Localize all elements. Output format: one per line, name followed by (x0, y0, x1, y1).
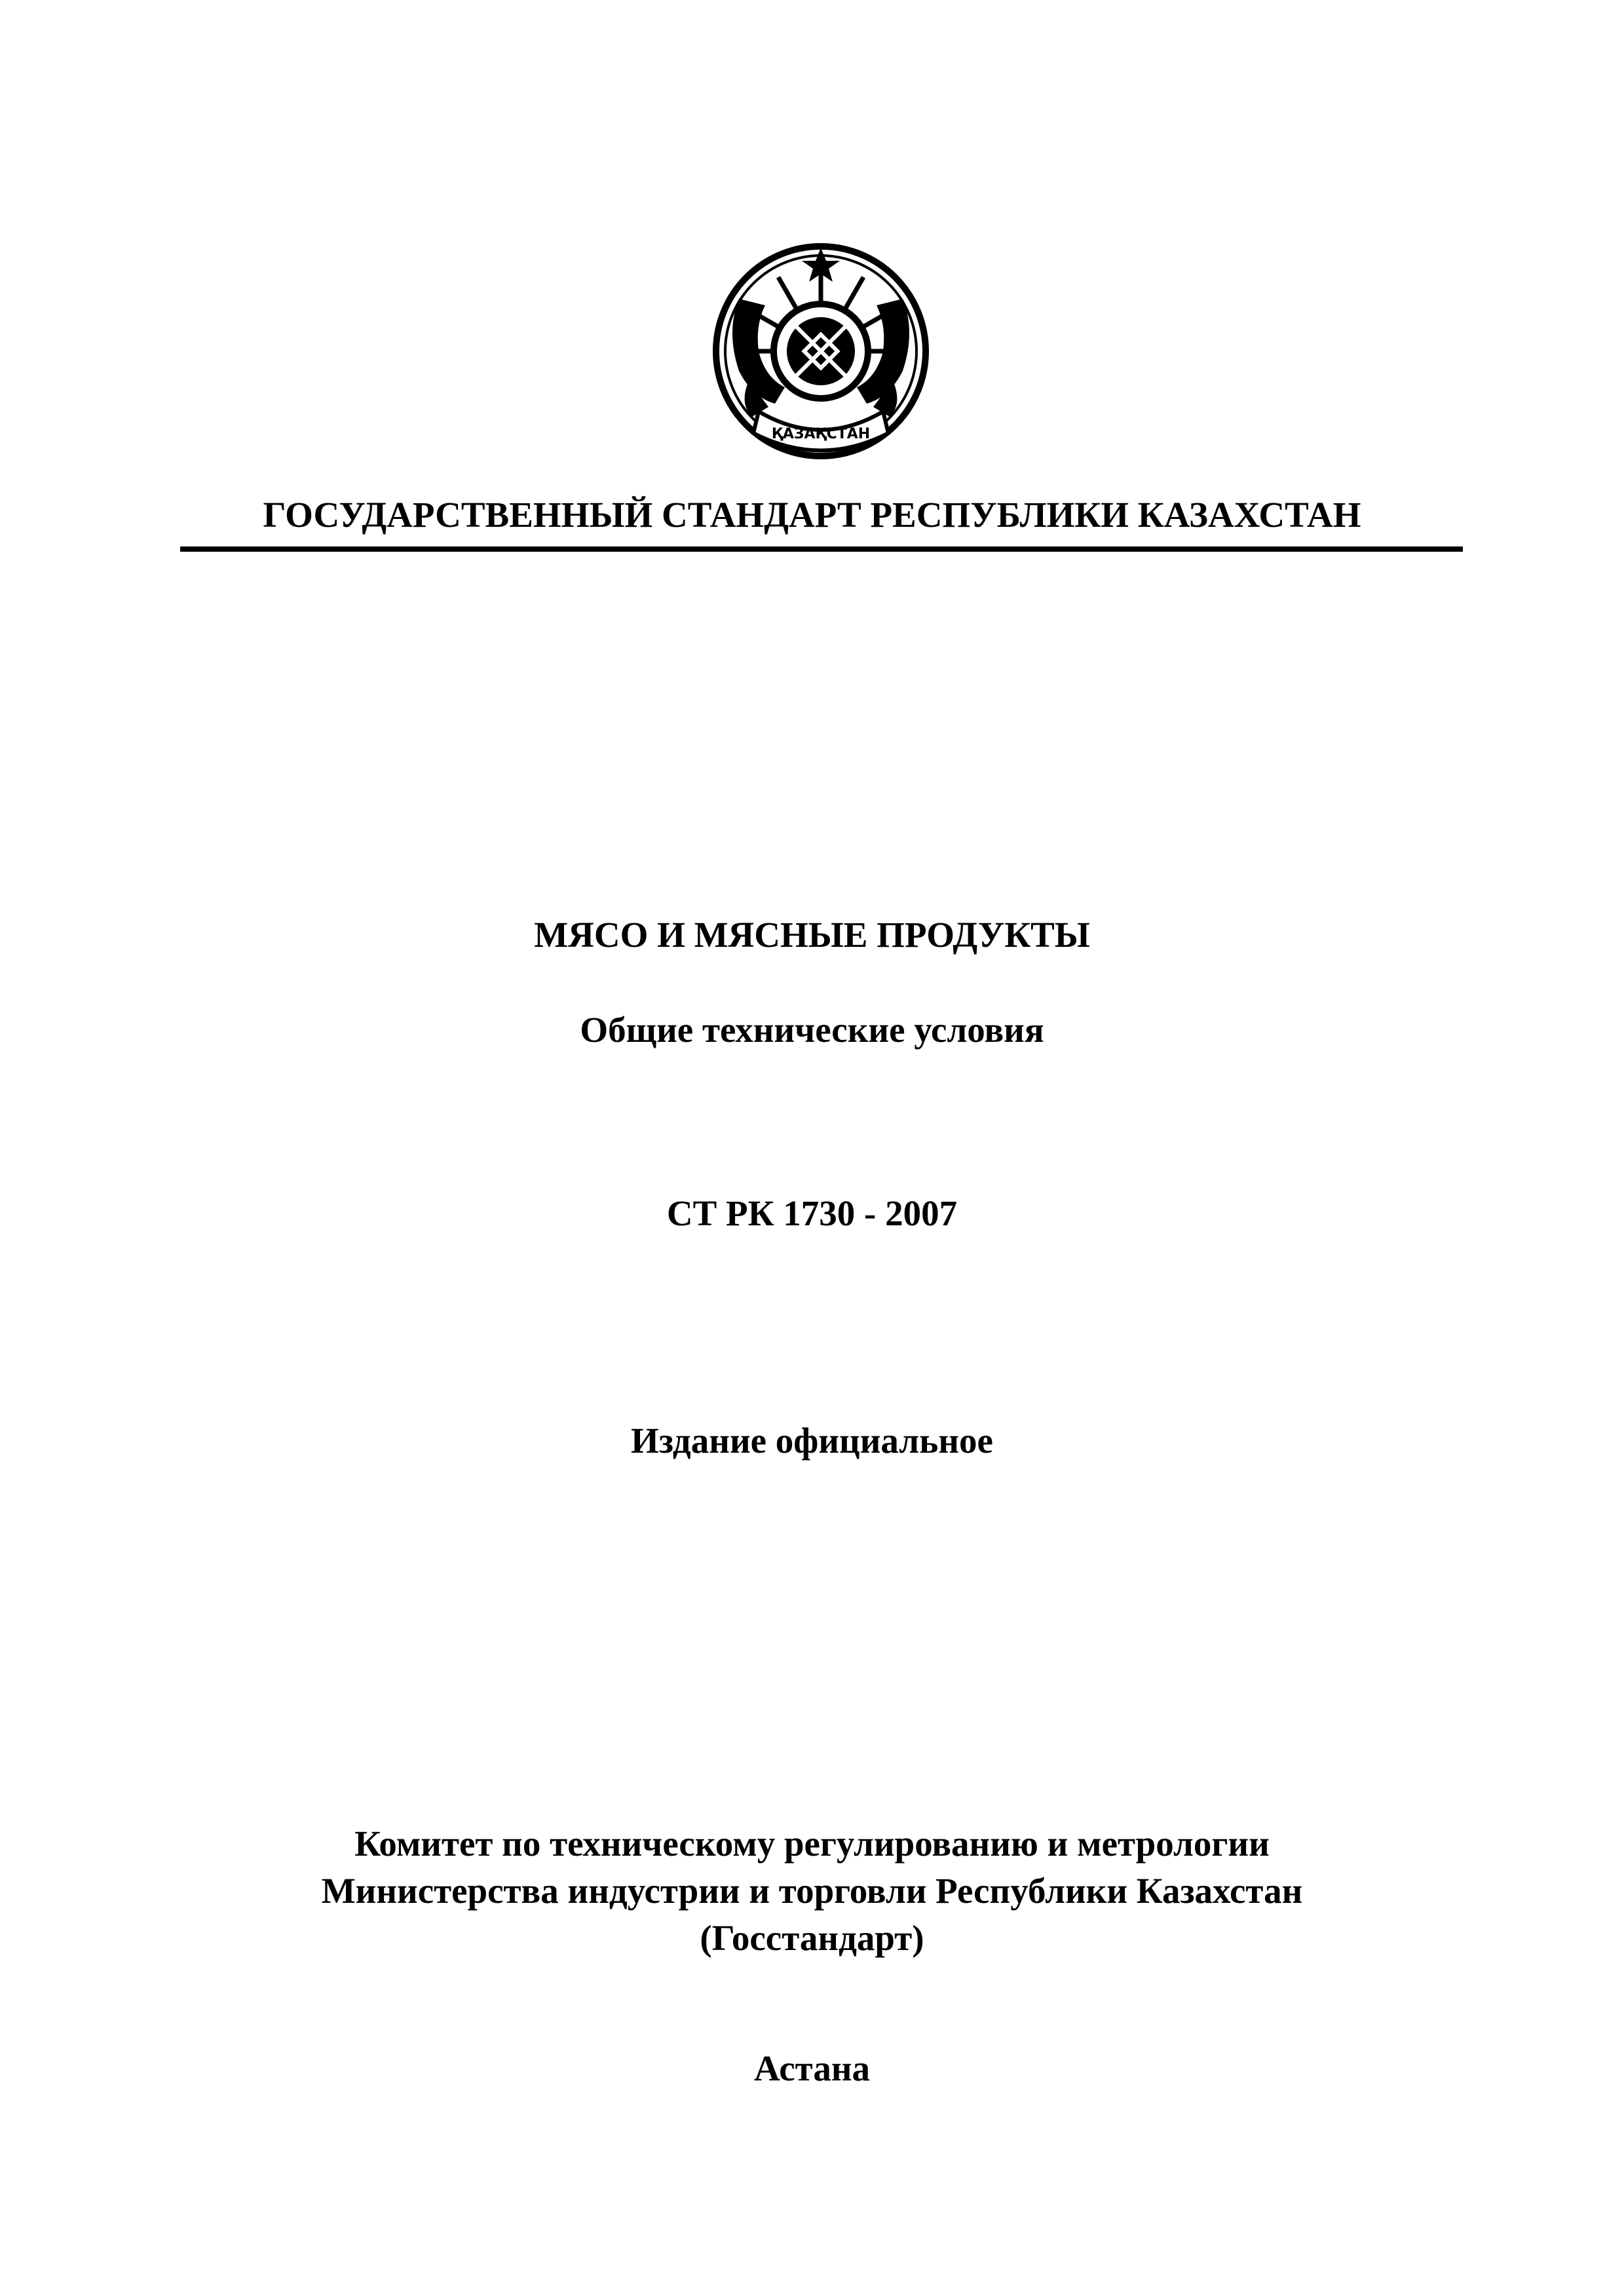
standard-name: МЯСО И МЯСНЫЕ ПРОДУКТЫ (534, 915, 1090, 955)
publisher-line-1: Комитет по техническому регулированию и метрологии (354, 1824, 1270, 1864)
standard-subtitle: Общие технические условия (580, 1010, 1044, 1050)
header-divider (180, 546, 1463, 552)
publication-city: Астана (753, 2048, 871, 2088)
standard-code: СТ РК 1730 - 2007 (666, 1193, 958, 1233)
publisher-block (0, 1820, 1624, 1962)
header-title: ГОСУДАРСТВЕННЫЙ СТАНДАРТ РЕСПУБЛИКИ КАЗАХСТАН (263, 495, 1361, 535)
kazakhstan-state-emblem-icon (713, 240, 929, 465)
publisher-line-2: Министерства индустрии и торговли Республики Казахстан (321, 1871, 1303, 1911)
emblem-inscription: ҚАЗАҚСТАН (771, 426, 871, 442)
edition-label: Издание официальное (631, 1421, 993, 1461)
publisher-line-3: (Госстандарт) (700, 1918, 924, 1958)
